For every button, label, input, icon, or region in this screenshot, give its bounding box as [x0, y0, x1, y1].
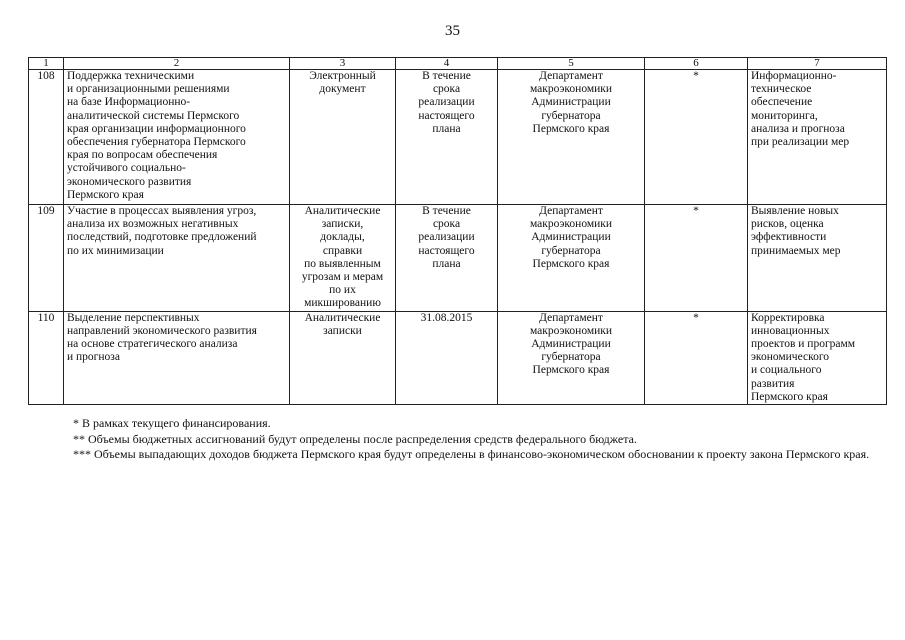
- header-col-3: 3: [290, 58, 396, 70]
- header-col-2: 2: [64, 58, 290, 70]
- table-header-row: [29, 58, 887, 70]
- footnotes: [73, 416, 873, 463]
- table-row: [29, 70, 887, 205]
- funding-cell: *: [645, 205, 748, 312]
- responsible-cell: Департамент макроэкономики Администрации губернатора Пермского края: [498, 70, 645, 205]
- row-number: 108: [29, 70, 64, 205]
- plan-table: [28, 57, 887, 405]
- activity-cell: Участие в процессах выявления угроз, анализа их возможных негативных последствий, подготовке предложений по их минимизации: [64, 205, 290, 312]
- activity-cell: Поддержка техническими и организационными решениями на базе Информационно- аналитической системы Пермского края организации информационного обеспечения губернатора Пермского края по вопросам обеспечения устойчивого социально- экономического развития Пермского края: [64, 70, 290, 205]
- table-row: [29, 205, 887, 312]
- responsible-cell: Департамент макроэкономики Администрации губернатора Пермского края: [498, 205, 645, 312]
- footnote-3: *** Объемы выпадающих доходов бюджета Пермского края будут определены в финансово-экономическом обосновании к проекту закона Пермского края.: [73, 447, 870, 461]
- deadline-cell: 31.08.2015: [396, 311, 498, 404]
- footnote-1: * В рамках текущего финансирования.: [73, 416, 271, 430]
- header-col-6: 6: [645, 58, 748, 70]
- funding-cell: *: [645, 70, 748, 205]
- form-cell: Аналитические записки: [290, 311, 396, 404]
- result-cell: Информационно- техническое обеспечение мониторинга, анализа и прогноза при реализации мер: [748, 70, 887, 205]
- page-number: 35: [445, 23, 460, 39]
- result-cell: Корректировка инновационных проектов и программ экономического и социального развития Пермского края: [748, 311, 887, 404]
- header-col-5: 5: [498, 58, 645, 70]
- funding-cell: *: [645, 311, 748, 404]
- form-cell: Аналитические записки, доклады, справки по выявленным угрозам и мерам по их микшированию: [290, 205, 396, 312]
- deadline-cell: В течение срока реализации настоящего плана: [396, 70, 498, 205]
- header-col-1: 1: [29, 58, 64, 70]
- result-cell: Выявление новых рисков, оценка эффективности принимаемых мер: [748, 205, 887, 312]
- header-col-7: 7: [748, 58, 887, 70]
- footnote-2: ** Объемы бюджетных ассигнований будут определены после распределения средств федерального бюджета.: [73, 431, 637, 446]
- form-cell: Электронный документ: [290, 70, 396, 205]
- row-number: 109: [29, 205, 64, 312]
- table-row: [29, 311, 887, 404]
- activity-cell: Выделение перспективных направлений экономического развития на основе стратегического анализа и прогноза: [64, 311, 290, 404]
- responsible-cell: Департамент макроэкономики Администрации губернатора Пермского края: [498, 311, 645, 404]
- header-col-4: 4: [396, 58, 498, 70]
- row-number: 110: [29, 311, 64, 404]
- deadline-cell: В течение срока реализации настоящего плана: [396, 205, 498, 312]
